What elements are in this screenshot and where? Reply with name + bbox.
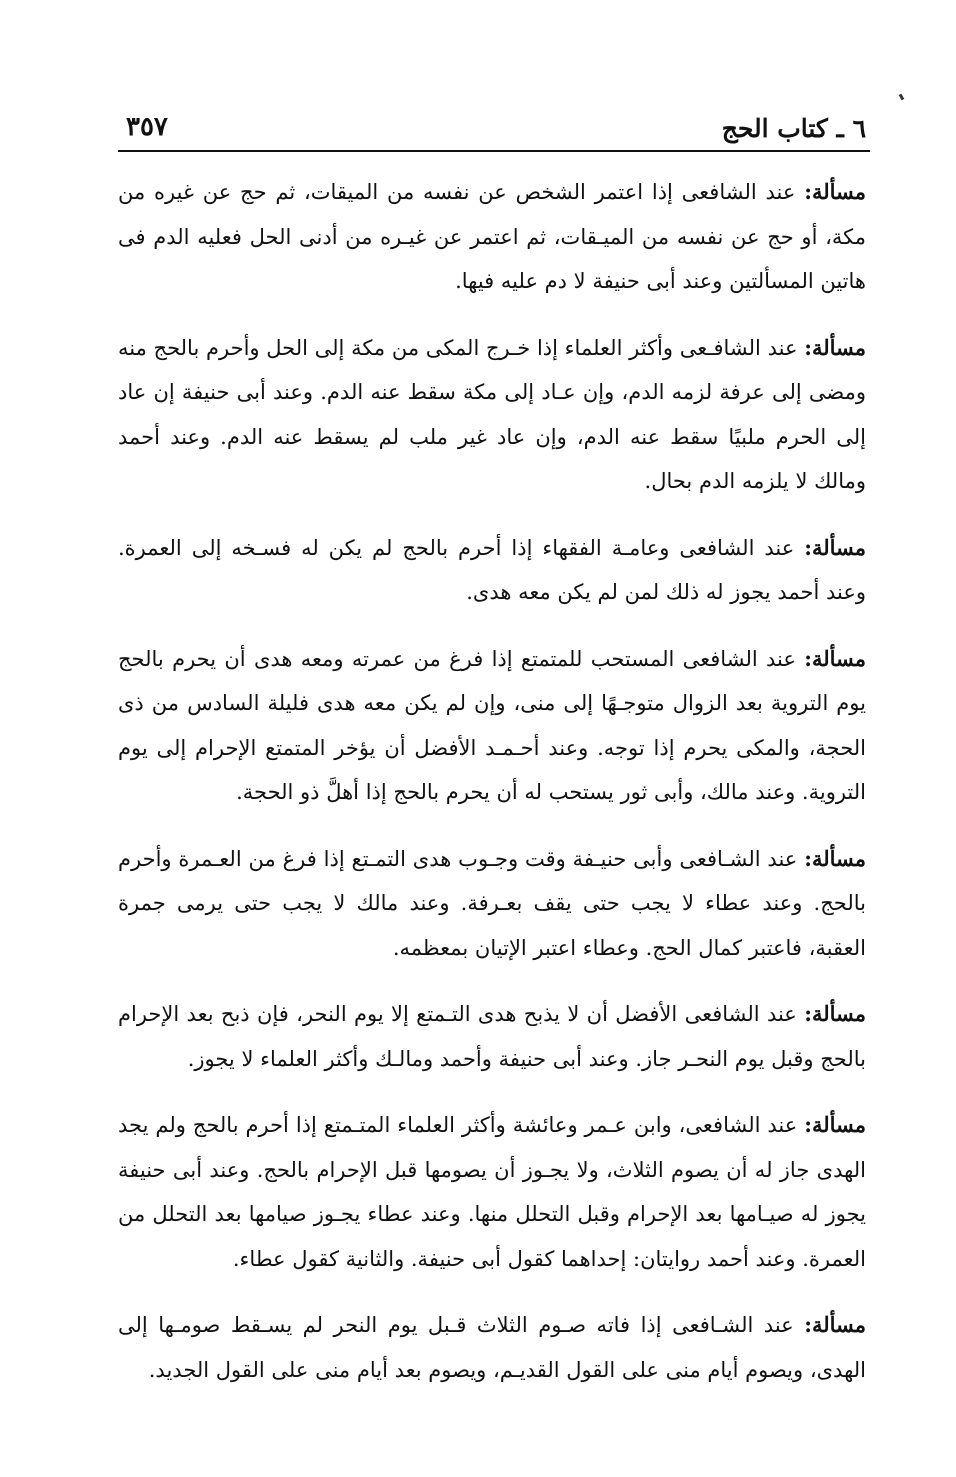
paragraph-text: عند الشافعى الأفضل أن لا يذبح هدى التـمتع إلا يوم النحر، فإن ذبح بعد الإحرام بالحج وقبل يوم النحـر جاز. وعند أبى حنيفة وأحمد ومالـك وأكثر العلماء لا يجوز. bbox=[118, 1002, 866, 1071]
page-header bbox=[122, 112, 866, 152]
paragraph-text: عند الشـافعى وأبى حنيـفة وقت وجـوب هدى التمـتع إذا فرغ من العـمرة وأحرم بالحج. وعند عطاء لا يجب حتى يقف بعـرفة. وعند مالك لا يجب حتى يرمى جمرة العقبة، فاعتبر كمال الحج. وعطاء اعتبر الإتيان بمعظمه. bbox=[118, 846, 866, 960]
paragraph-5 bbox=[118, 837, 866, 971]
paragraph-8 bbox=[118, 1303, 866, 1392]
paragraph-text: عند الشافعى وعامـة الفقهاء إذا أحرم بالحج لم يكن له فسـخه إلى العمرة. وعند أحمد يجوز له ذلك لمن لم يكن معه هدى. bbox=[118, 535, 866, 604]
paragraph-text: عند الشـافعى إذا فاته صـوم الثلاث قـبل يوم النحر لم يسـقط صومـها إلى الهدى، ويصوم أيام منى على القول القديـم، ويصوم بعد أيام منى على القول الجديد. bbox=[118, 1313, 866, 1382]
paragraph-4 bbox=[118, 637, 866, 815]
masala-keyword: مسألة: bbox=[804, 334, 866, 360]
masala-keyword: مسألة: bbox=[804, 534, 866, 560]
page-body bbox=[118, 170, 866, 1414]
masala-keyword: مسألة: bbox=[804, 1112, 866, 1137]
header-divider bbox=[118, 150, 870, 152]
masala-keyword: مسألة: bbox=[804, 179, 866, 204]
paragraph-2 bbox=[118, 326, 866, 504]
running-title: ٦ ـ كتاب الحج bbox=[721, 114, 866, 143]
masala-keyword: مسألة: bbox=[804, 1001, 866, 1026]
paragraph-text: عند الشافعى، وابن عـمر وعائشة وأكثر العلماء المتـمتع إذا أحرم بالحج ولم يجد الهدى جاز له أن يصوم الثلاث، ولا يجـوز أن يصومها قبل الإحرام بالحج. وعند أبى حنيفة يجوز له صيـامها بعد الإحرام وقبل التحلل منها. وعند عطاء يجـوز صيامها بعد التحلل من العمرة. وعند أحمد روايتان: إحداهما كقول أبى حنيفة. والثانية كقول عطاء. bbox=[118, 1113, 866, 1271]
scan-mark bbox=[899, 94, 905, 101]
page-number: ٣٥٧ bbox=[126, 112, 168, 142]
masala-keyword: مسألة: bbox=[804, 845, 866, 871]
paragraph-text: عند الشافعى المستحب للمتمتع إذا فرغ من عمرته ومعه هدى أن يحرم بالحج يوم التروية بعد الزوال متوجـهًا إلى منى، وإن لم يكن معه هدى فليلة السادس من ذى الحجة، والمكى يحرم إذا توجه. وعند أحـمـد الأفضل أن يؤخر المتمتع الإحرام إلى يوم التروية. وعند مالك، وأبى ثور يستحب له أن يحرم بالحج إذا أهلَّ ذو الحجة. bbox=[118, 646, 866, 804]
paragraph-1 bbox=[118, 170, 866, 304]
paragraph-text: عند الشافعى إذا اعتمر الشخص عن نفسه من الميقات، ثم حج عن غيره من مكة، أو حج عن نفسه من الميـقات، ثم اعتمر عن غيـره من أدنى الحل فعليه الدم فى هاتين المسألتين وعند أبى حنيفة لا دم عليه فيها. bbox=[118, 180, 866, 293]
masala-keyword: مسألة: bbox=[804, 1312, 866, 1337]
masala-keyword: مسألة: bbox=[804, 645, 867, 671]
paragraph-text: عند الشافـعى وأكثر العلماء إذا خـرج المكى من مكة إلى الحل وأحرم بالحج منه ومضى إلى عرفة لزمه الدم، وإن عـاد إلى مكة سقط عنه الدم. وعند أبى حنيفة إن عاد إلى الحرم ملبيًا سقط عنه الدم، وإن عاد غير ملب لم يسقط عنه الدم. وعند أحمد ومالك لا يلزمه الدم بحال. bbox=[118, 335, 866, 493]
paragraph-6 bbox=[118, 992, 866, 1081]
paragraph-3 bbox=[118, 526, 866, 615]
paragraph-7 bbox=[118, 1103, 866, 1281]
